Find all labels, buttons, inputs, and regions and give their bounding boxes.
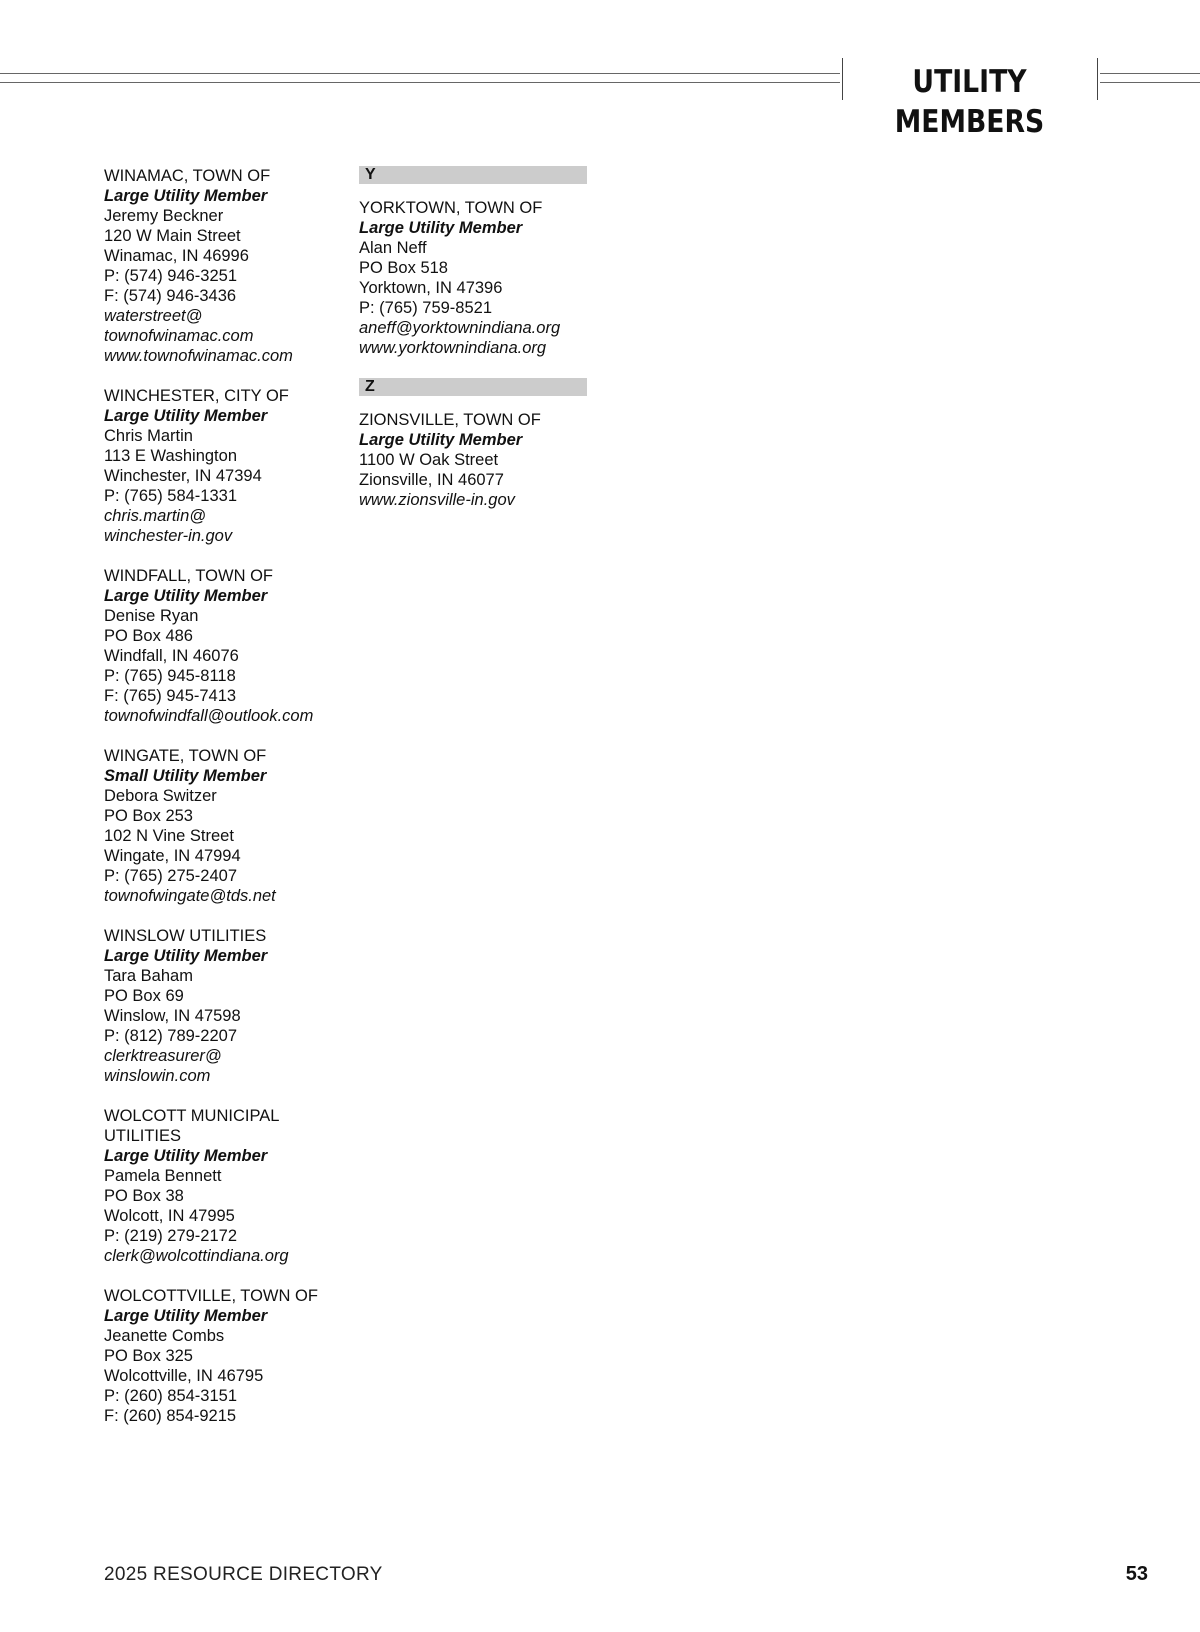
member-email[interactable]: townofwingate@tds.net: [104, 887, 276, 905]
member-fax: F: (765) 945-7413: [104, 687, 237, 705]
member-type: Large Utility Member: [104, 947, 268, 965]
member-email[interactable]: aneff@yorktownindiana.org: [359, 319, 561, 337]
member-name: WINAMAC, TOWN OF: [104, 167, 271, 185]
member-address-line: 113 E Washington: [104, 447, 237, 465]
member-email[interactable]: townofwindfall@outlook.com: [104, 707, 314, 725]
member-city-line: Wolcottville, IN 46795: [104, 1367, 264, 1385]
member-email[interactable]: clerk@wolcottindiana.org: [104, 1247, 289, 1265]
page-number: 53: [1125, 1563, 1148, 1585]
member-contact: Jeremy Beckner: [104, 207, 224, 225]
letter-heading-y: Y: [359, 166, 587, 184]
member-contact: Chris Martin: [104, 427, 193, 445]
member-email-continued[interactable]: townofwinamac.com: [104, 327, 254, 345]
letter-heading-z: Z: [359, 378, 587, 396]
section-title: UTILITY MEMBERS: [894, 64, 1045, 140]
member-entry-wolcott: [104, 1106, 344, 1266]
member-contact: Debora Switzer: [104, 787, 217, 805]
member-phone: P: (812) 789-2207: [104, 1027, 238, 1045]
member-city-line: Winslow, IN 47598: [104, 1007, 241, 1025]
header-divider-right: [1097, 58, 1098, 100]
member-contact: Pamela Bennett: [104, 1167, 222, 1185]
member-name: WINGATE, TOWN OF: [104, 747, 267, 765]
member-address-line: PO Box 69: [104, 987, 184, 1005]
member-address-line-2: 102 N Vine Street: [104, 827, 234, 845]
member-phone: P: (574) 946-3251: [104, 267, 238, 285]
member-name: WINDFALL, TOWN OF: [104, 567, 273, 585]
header-divider-left: [842, 58, 843, 100]
member-contact: Denise Ryan: [104, 607, 199, 625]
member-name: WOLCOTT MUNICIPAL: [104, 1107, 280, 1125]
member-name: WOLCOTTVILLE, TOWN OF: [104, 1287, 318, 1305]
member-type: Large Utility Member: [359, 431, 523, 449]
member-entry-yorktown: [359, 198, 599, 358]
member-email[interactable]: clerktreasurer@: [104, 1047, 222, 1065]
member-contact: Tara Baham: [104, 967, 193, 985]
member-name: ZIONSVILLE, TOWN OF: [359, 411, 541, 429]
member-city-line: Winchester, IN 47394: [104, 467, 262, 485]
directory-column-2: [359, 166, 599, 530]
member-address-line: 120 W Main Street: [104, 227, 241, 245]
member-type: Large Utility Member: [104, 1307, 268, 1325]
member-email[interactable]: chris.martin@: [104, 507, 207, 525]
member-entry-windfall: [104, 566, 344, 726]
member-city-line: Winamac, IN 46996: [104, 247, 249, 265]
member-entry-winslow: [104, 926, 344, 1086]
member-address-line: 1100 W Oak Street: [359, 451, 499, 469]
member-entry-winamac: [104, 166, 344, 366]
member-address-line: PO Box 38: [104, 1187, 184, 1205]
member-entry-wolcottville: [104, 1286, 344, 1426]
member-address-line: PO Box 518: [359, 259, 448, 277]
header-rule-right: [1100, 73, 1200, 83]
member-type: Large Utility Member: [104, 407, 268, 425]
member-entry-winchester: [104, 386, 344, 546]
member-type: Large Utility Member: [104, 1147, 268, 1165]
member-phone: P: (765) 275-2407: [104, 867, 238, 885]
member-website[interactable]: www.yorktownindiana.org: [359, 339, 547, 357]
member-phone: P: (765) 759-8521: [359, 299, 493, 317]
member-type: Small Utility Member: [104, 767, 267, 785]
member-type: Large Utility Member: [104, 587, 268, 605]
member-city-line: Yorktown, IN 47396: [359, 279, 503, 297]
member-address-line: PO Box 486: [104, 627, 193, 645]
member-city-line: Wingate, IN 47994: [104, 847, 241, 865]
member-phone: P: (765) 945-8118: [104, 667, 236, 685]
member-email-continued[interactable]: winslowin.com: [104, 1067, 211, 1085]
member-city-line: Zionsville, IN 46077: [359, 471, 504, 489]
member-name: WINCHESTER, CITY OF: [104, 387, 289, 405]
member-website[interactable]: www.zionsville-in.gov: [359, 491, 515, 509]
member-phone: P: (260) 854-3151: [104, 1387, 238, 1405]
member-phone: P: (219) 279-2172: [104, 1227, 238, 1245]
member-name: YORKTOWN, TOWN OF: [359, 199, 543, 217]
directory-column-1: [104, 166, 344, 1446]
member-city-line: Wolcott, IN 47995: [104, 1207, 235, 1225]
footer-publication-title: 2025 RESOURCE DIRECTORY: [104, 1564, 383, 1585]
member-entry-zionsville: [359, 410, 599, 510]
member-email-continued[interactable]: winchester-in.gov: [104, 527, 233, 545]
member-email[interactable]: waterstreet@: [104, 307, 203, 325]
member-fax: F: (260) 854-9215: [104, 1407, 237, 1425]
member-type: Large Utility Member: [104, 187, 268, 205]
member-website[interactable]: www.townofwinamac.com: [104, 347, 293, 365]
header-rule-left: [0, 73, 840, 83]
member-name: WINSLOW UTILITIES: [104, 927, 267, 945]
member-city-line: Windfall, IN 46076: [104, 647, 239, 665]
member-contact: Alan Neff: [359, 239, 427, 257]
member-contact: Jeanette Combs: [104, 1327, 225, 1345]
member-fax: F: (574) 946-3436: [104, 287, 237, 305]
member-entry-wingate: [104, 746, 344, 906]
member-address-line: PO Box 253: [104, 807, 193, 825]
member-phone: P: (765) 584-1331: [104, 487, 238, 505]
member-name-continued: UTILITIES: [104, 1127, 182, 1145]
member-type: Large Utility Member: [359, 219, 523, 237]
member-address-line: PO Box 325: [104, 1347, 193, 1365]
